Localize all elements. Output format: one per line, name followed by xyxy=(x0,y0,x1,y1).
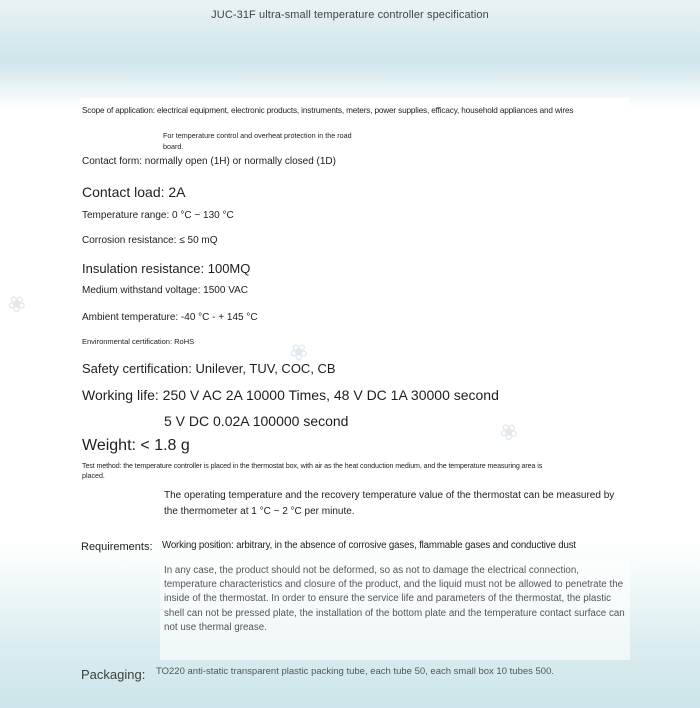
requirements-label: Requirements: xyxy=(81,541,153,553)
ambient-temperature: Ambient temperature: -40 °C - + 145 °C xyxy=(82,312,258,323)
medium-voltage: Medium withstand voltage: 1500 VAC xyxy=(82,285,249,296)
scope-note-line-1: For temperature control and overheat protection in the road xyxy=(163,131,352,140)
watermark: ❀ xyxy=(2,288,32,321)
requirements-working-position: Working position: arbitrary, in the absence of corrosive gases, flammable gases and conductive dust xyxy=(162,540,576,551)
working-life: Working life: 250 V AC 2A 10000 Times, 48 V DC 1A 30000 second xyxy=(82,387,499,403)
environmental-certification: Environmental certification: RoHS xyxy=(82,337,195,346)
safety-certification: Safety certification: Unilever, TUV, COC, CB xyxy=(82,361,336,376)
corrosion-resistance: Corrosion resistance: ≤ 50 mQ xyxy=(82,235,218,246)
watermark: ❀ xyxy=(284,336,314,369)
test-method-line-2: placed. xyxy=(82,472,105,480)
packaging-label: Packaging: xyxy=(81,667,146,682)
page-title: JUC-31F ultra-small temperature controller specification xyxy=(211,9,489,21)
scope-note-line-2: board. xyxy=(163,142,184,151)
contact-load: Contact load: 2A xyxy=(82,184,186,200)
watermark: ❀ xyxy=(494,416,524,449)
contact-form: Contact form: normally open (1H) or normally closed (1D) xyxy=(82,156,336,167)
weight: Weight: < 1.8 g xyxy=(82,437,190,454)
working-life-continued: 5 V DC 0.02A 100000 second xyxy=(164,413,349,429)
test-method-line-1: Test method: the temperature controller is placed in the thermostat box, with air as the heat conduction medium, and the temperature measuring area is xyxy=(82,462,543,470)
temperature-range: Temperature range: 0 °C ~ 130 °C xyxy=(82,210,234,221)
test-method-detail: The operating temperature and the recovery temperature value of the thermostat can be measured by the thermometer at 1 °C ~ 2 °C per minute. xyxy=(164,490,615,517)
insulation-resistance: Insulation resistance: 100MQ xyxy=(82,261,251,276)
packaging-detail: TO220 anti-static transparent plastic packing tube, each tube 50, each small box 10 tubes 500. xyxy=(156,666,555,677)
requirements-detail: In any case, the product should not be deformed, so as not to damage the electrical connection, temperature characteristics and closure of the product, and the liquid must not be allowed to penetrate the inside of the thermostat. In order to ensure the service life and parameters of the thermostat, the plastic shell can not be pressed plate, the installation of the bottom plate and the temperature contact surface can not use thermal grease. xyxy=(164,565,625,633)
scope-line: Scope of application: electrical equipment, electronic products, instruments, meters, power supplies, efficacy, household appliances and wires xyxy=(82,106,574,115)
